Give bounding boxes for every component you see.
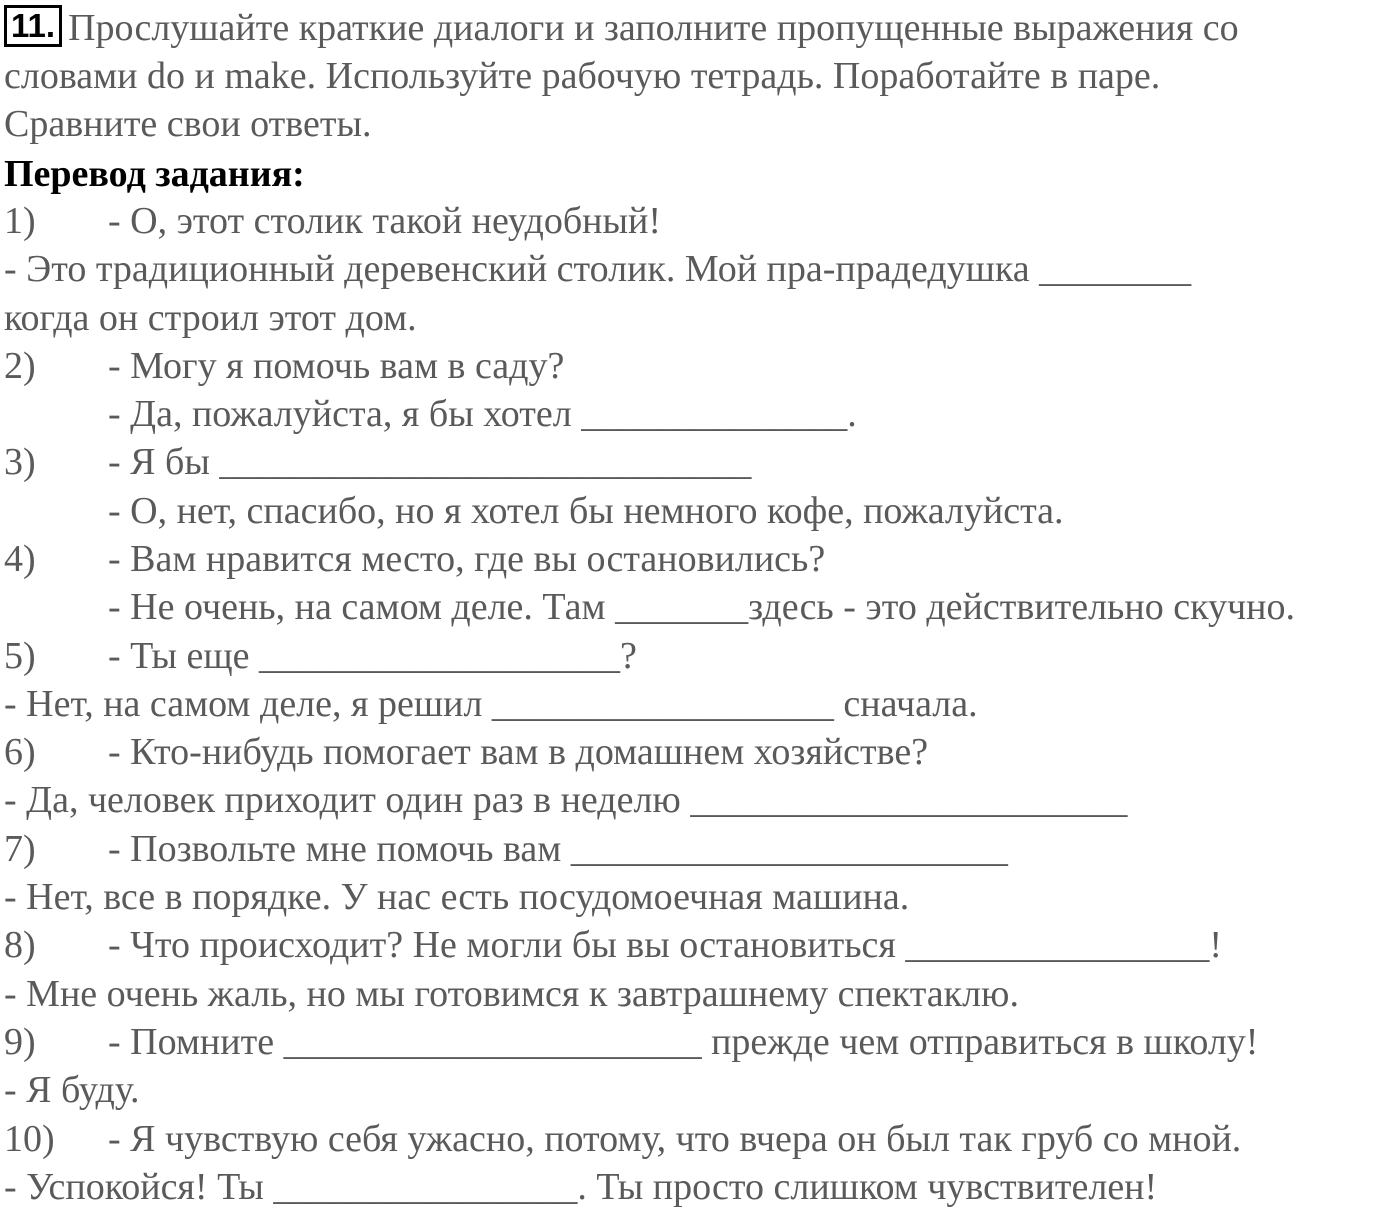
dialog-number: 1) bbox=[4, 200, 36, 242]
dialog-number: 2) bbox=[4, 345, 36, 387]
dialog-text: - Помните ______________________ прежде чем отправиться в школу! bbox=[108, 1021, 1259, 1063]
dialog-text: - Да, пожалуйста, я бы хотел ______________. bbox=[108, 393, 857, 435]
dialog-text: - О, этот столик такой неудобный! bbox=[108, 200, 662, 242]
dialog-10-line-b: - Успокойся! Ты ________________. Ты просто слишком чувствителен! bbox=[4, 1166, 1158, 1208]
task-number-badge: 11. bbox=[4, 5, 62, 47]
dialog-1-line-b: - Это традиционный деревенский столик. Мой пра-прадедушка ________ bbox=[4, 248, 1192, 290]
dialog-10-line-a bbox=[4, 1115, 1241, 1163]
dialog-text: - Могу я помочь вам в саду? bbox=[108, 345, 565, 387]
dialog-1-line-c: когда он строил этот дом. bbox=[4, 297, 417, 339]
dialog-8-line-a bbox=[4, 921, 1222, 969]
dialog-number: 5) bbox=[4, 635, 36, 677]
dialog-text: - Я чувствую себя ужасно, потому, что вчера он был так груб со мной. bbox=[108, 1118, 1242, 1160]
dialog-3-line-a bbox=[4, 438, 751, 486]
dialog-number: 10) bbox=[4, 1118, 55, 1160]
dialog-number: 3) bbox=[4, 441, 36, 483]
instruction-line-3: Сравните свои ответы. bbox=[4, 103, 372, 145]
dialog-5-line-b: - Нет, на самом деле, я решил __________________ сначала. bbox=[4, 683, 978, 725]
dialog-2-line-a bbox=[4, 342, 564, 390]
dialog-number: 4) bbox=[4, 538, 36, 580]
dialog-number: 7) bbox=[4, 828, 36, 870]
dialog-6-line-b: - Да, человек приходит один раз в неделю _______________________ bbox=[4, 779, 1128, 821]
dialog-text: - Вам нравится место, где вы остановились? bbox=[108, 538, 826, 580]
instruction-line-1 bbox=[4, 4, 1239, 52]
translation-heading: Перевод задания: bbox=[4, 153, 305, 195]
dialog-9-line-a bbox=[4, 1018, 1258, 1066]
dialog-9-line-b: - Я буду. bbox=[4, 1069, 140, 1111]
dialog-number: 8) bbox=[4, 924, 36, 966]
dialog-text: - Ты еще ___________________? bbox=[108, 635, 637, 677]
instruction-line-2: словами do и make. Используйте рабочую тетрадь. Поработайте в паре. bbox=[4, 55, 1161, 97]
dialog-text: - Что происходит? Не могли бы вы остановиться ________________! bbox=[108, 924, 1223, 966]
instruction-text-1: Прослушайте краткие диалоги и заполните пропущенные выражения со bbox=[68, 7, 1239, 49]
dialog-2-line-b bbox=[4, 390, 857, 438]
dialog-number: 9) bbox=[4, 1021, 36, 1063]
dialog-3-line-b bbox=[4, 487, 1064, 535]
dialog-4-line-a bbox=[4, 535, 825, 583]
dialog-text: - О, нет, спасибо, но я хотел бы немного кофе, пожалуйста. bbox=[108, 490, 1064, 532]
dialog-5-line-a bbox=[4, 632, 637, 680]
dialog-8-line-b: - Мне очень жаль, но мы готовимся к завтрашнему спектаклю. bbox=[4, 973, 1019, 1015]
dialog-text: - Не очень, на самом деле. Там _______здесь - это действительно скучно. bbox=[108, 586, 1295, 628]
dialog-1-line-a bbox=[4, 197, 661, 245]
dialog-text: - Кто-нибудь помогает вам в домашнем хозяйстве? bbox=[108, 731, 929, 773]
dialog-4-line-b bbox=[4, 583, 1295, 631]
dialog-text: - Я бы ____________________________ bbox=[108, 441, 752, 483]
dialog-number: 6) bbox=[4, 731, 36, 773]
dialog-7-line-b: - Нет, все в порядке. У нас есть посудомоечная машина. bbox=[4, 876, 910, 918]
dialog-7-line-a bbox=[4, 825, 1008, 873]
dialog-text: - Позвольте мне помочь вам _______________________ bbox=[108, 828, 1008, 870]
dialog-6-line-a bbox=[4, 728, 928, 776]
